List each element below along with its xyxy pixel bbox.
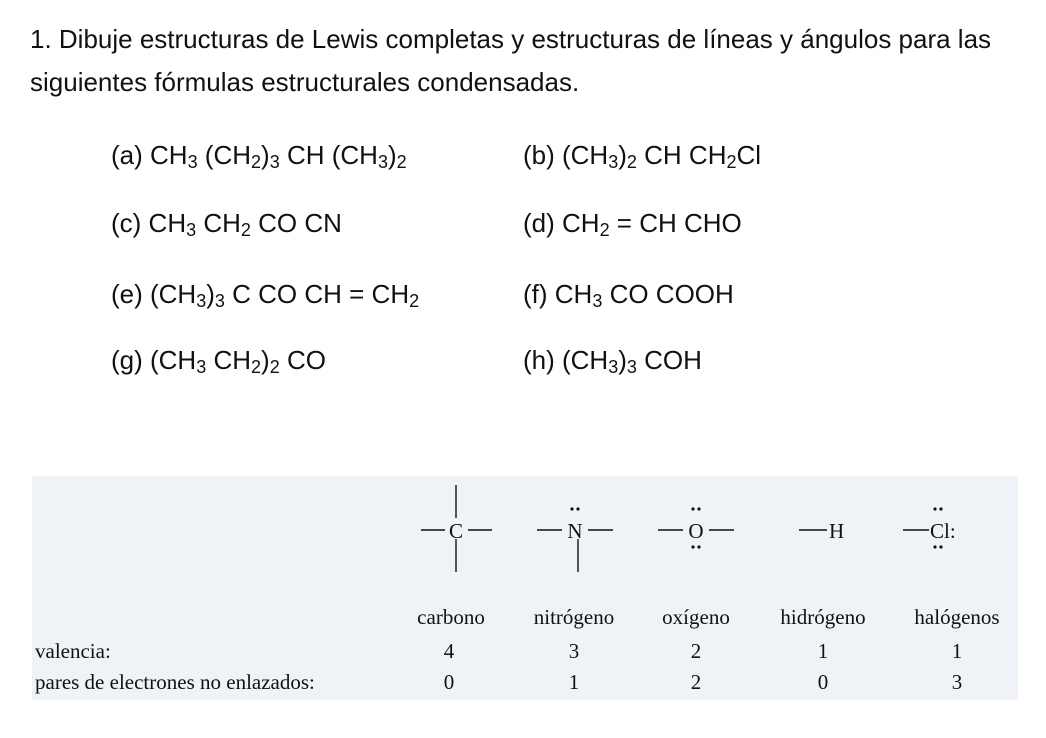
valence-hydrogen: 1 — [817, 639, 829, 663]
formula-subscript: 3 — [626, 357, 637, 377]
valence-nitrogen: 3 — [568, 639, 580, 663]
element-name-oxygen: oxígeno — [662, 605, 730, 629]
valence-carbon: 4 — [443, 639, 455, 663]
lone-pairs-halogens: 3 — [951, 670, 963, 694]
element-name-halogens: halógenos — [914, 605, 1000, 629]
nitrogen-symbol: N — [567, 519, 583, 543]
formula-e: (e) $(CH_3)_3$ C CO CH = $CH_2$ — [111, 279, 420, 311]
formula-a: (a) $CH_3$ $(CH_2)_3$ CH $(CH_3)_2$ — [111, 140, 407, 172]
element-name-nitrogen: nitrógeno — [533, 605, 615, 629]
formula-h: (h) $(CH_3)_3$ COH — [523, 345, 702, 377]
formula-subscript: 2 — [240, 220, 251, 240]
formula-subscript: 3 — [214, 291, 225, 311]
element-name-carbon: carbono — [417, 605, 485, 629]
formula-label: (g) — [111, 345, 150, 375]
formula-label: (c) — [111, 208, 149, 238]
formula-subscript: 2 — [269, 357, 280, 377]
formula-subscript: 3 — [196, 357, 207, 377]
row-label-lone-pairs: pares de electrones no enlazados: — [35, 670, 315, 694]
lone-pair-dots — [570, 507, 942, 548]
formula-subscript: 3 — [196, 291, 207, 311]
formula-f: (f) $CH_3$ CO COOH — [523, 279, 734, 311]
formula-subscript: 2 — [396, 152, 407, 172]
formula-label: (e) — [111, 279, 150, 309]
lewis-structures-diagram — [32, 476, 1018, 700]
formula-subscript: 2 — [251, 152, 262, 172]
formula-subscript: 3 — [377, 152, 388, 172]
formula-d: (d) $CH_2$ = CH CHO — [523, 208, 742, 240]
hydrogen-symbol: H — [829, 519, 845, 543]
formula-subscript: 3 — [269, 152, 280, 172]
formula-subscript: 2 — [409, 291, 420, 311]
valence-oxygen: 2 — [690, 639, 702, 663]
formula-c: (c) $CH_3$ $CH_2$ CO CN — [111, 208, 342, 240]
oxygen-symbol: O — [688, 519, 704, 543]
formula-subscript: 3 — [187, 152, 198, 172]
lone-pairs-hydrogen: 0 — [817, 670, 829, 694]
formula-subscript: 2 — [599, 220, 610, 240]
formula-label: (a) — [111, 140, 150, 170]
formula-b: (b) $(CH_3)_2$ CH $CH_2Cl$ — [523, 140, 762, 172]
lone-pairs-nitrogen: 1 — [568, 670, 580, 694]
lone-pairs-oxygen: 2 — [690, 670, 702, 694]
lone-pairs-carbon: 0 — [443, 670, 455, 694]
carbon-symbol: C — [448, 519, 464, 543]
formula-label: (d) — [523, 208, 562, 238]
formula-subscript: 3 — [592, 291, 603, 311]
formula-g: (g) ($CH_3$ $CH_2)_2$ CO — [111, 345, 326, 377]
formula-subscript: 3 — [608, 357, 619, 377]
formula-subscript: 3 — [608, 152, 619, 172]
formula-subscript: 2 — [726, 152, 737, 172]
formula-label: (f) — [523, 279, 555, 309]
valence-halogens: 1 — [951, 639, 963, 663]
question-text: 1. Dibuje estructuras de Lewis completas y estructuras de líneas y ángulos para las siguientes fórmulas estructurales condensadas. — [30, 24, 992, 97]
chlorine-symbol: Cl: — [930, 519, 956, 543]
formula-subscript: 2 — [251, 357, 262, 377]
element-name-hydrogen: hidrógeno — [780, 605, 866, 629]
formula-label: (b) — [523, 140, 562, 170]
row-label-valence: valencia: — [35, 639, 111, 663]
formula-label: (h) — [523, 345, 562, 375]
formula-subscript: 3 — [186, 220, 197, 240]
formula-subscript: 2 — [626, 152, 637, 172]
valence-table — [32, 476, 1018, 700]
